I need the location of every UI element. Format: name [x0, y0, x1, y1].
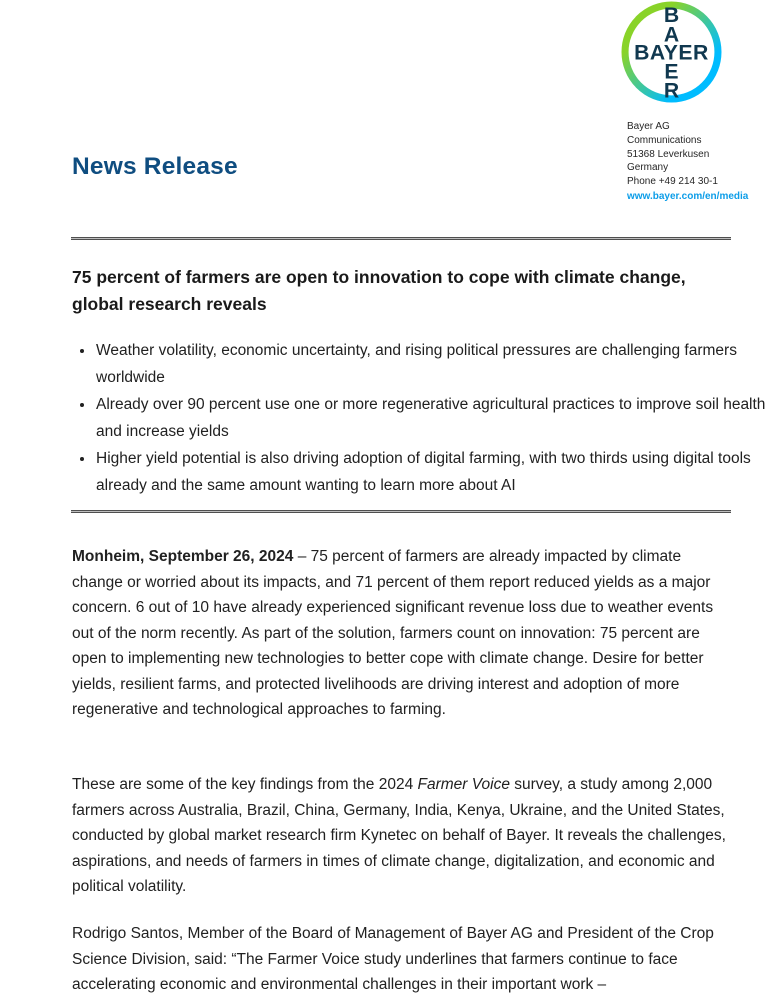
body-paragraph-2: [72, 772, 734, 900]
summary-bullet: • Higher yield potential is also driving adoption of digital farming, with two thirds using digital tools already and the same amount wanting to learn more about AI: [95, 445, 769, 499]
bayer-logo: [621, 1, 722, 103]
logo-vertical-letter: A: [663, 22, 680, 47]
logo-vertical-letter: B: [663, 2, 680, 27]
paragraph-text: – 75 percent of farmers are already impacted by climate change or worried about its impacts, and 71 percent of them report reduced yields as a major concern. 6 out of 10 have already experienced significant revenue loss due to weather events out of the norm recently. As part of the solution, farmers count on innovation: 75 percent are open to implementing new technologies to better cope with climate change. Desire for better yields, resilient farms, and protected livelihoods are driving interest and adoption of more regenerative and technological approaches to farming.: [72, 548, 714, 718]
dateline: Monheim, September 26, 2024: [72, 548, 294, 565]
bayer-cross-icon: [621, 1, 722, 103]
page-title: News Release: [72, 153, 238, 180]
body-paragraph-1: [72, 544, 734, 723]
contact-phone: Phone +49 214 30-1: [627, 176, 718, 188]
divider-top: [71, 237, 731, 240]
paragraph-text: survey, a study among 2,000 farmers across Australia, Brazil, China, Germany, India, Kenya, Ukraine, and the United States, conducted by global market research firm Kynetec on behalf of Bayer. It reveals the challenges, aspirations, and needs of farmers in times of climate change, digitalization, and economic and political volatility.: [72, 776, 726, 895]
media-website-link[interactable]: www.bayer.com/en/media: [627, 190, 749, 202]
contact-country: Germany: [627, 162, 669, 174]
contact-block: [627, 120, 748, 204]
paragraph-text: Rodrigo Santos, Member of the Board of Management of Bayer AG and President of the Crop Science Division, said: “The Farmer Voice study underlines that farmers continue to face accelerating economic and environmental challenges in their important work –: [72, 925, 714, 993]
logo-vertical-letter: R: [663, 78, 680, 103]
contact-postal: 51368 Leverkusen: [627, 148, 710, 160]
summary-bullet: • Weather volatility, economic uncertainty, and rising political pressures are challenging farmers worldwide: [95, 337, 769, 391]
summary-bullet-list: [72, 337, 769, 499]
headline: 75 percent of farmers are open to innovation to cope with climate change, global research reveals: [72, 267, 686, 314]
survey-name: Farmer Voice: [417, 776, 510, 793]
contact-company: Bayer AG: [627, 121, 670, 132]
contact-department: Communications: [627, 134, 702, 146]
divider-middle: [71, 510, 731, 513]
paragraph-text: These are some of the key findings from the 2024: [72, 776, 418, 793]
summary-bullet: • Already over 90 percent use one or more regenerative agricultural practices to improve soil health and increase yields: [95, 391, 769, 445]
logo-horizontal-word: BAYER: [634, 40, 709, 65]
logo-vertical-letter: E: [664, 59, 679, 84]
body-paragraph-3: [72, 921, 734, 998]
